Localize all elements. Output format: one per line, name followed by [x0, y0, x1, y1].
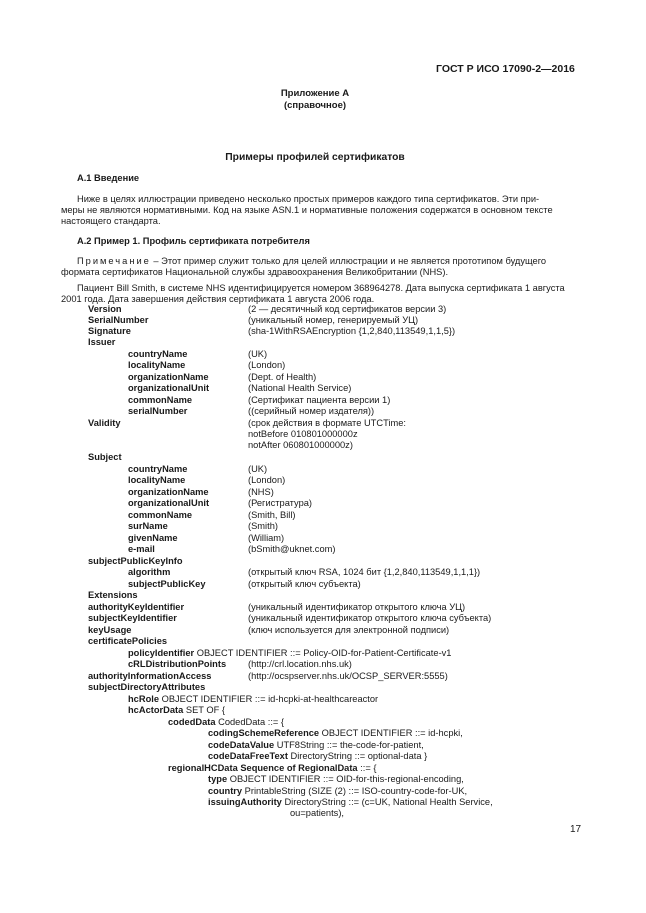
issuer-organization-value: (Dept. of Health): [248, 372, 317, 382]
validity-value-2: notBefore 010801000000z: [248, 429, 358, 439]
issuing-authority-line: [208, 797, 493, 808]
spki-public-key: subjectPublicKey: [128, 579, 206, 589]
code-data-value-line: [208, 740, 424, 751]
crl-distribution-points: cRLDistributionPoints: [128, 659, 227, 669]
field-authority-information-access: authorityInformationAccess: [88, 671, 212, 681]
coded-data-line: [168, 717, 284, 728]
subject-email: e-mail: [128, 544, 155, 554]
regional-hc-data-line: [168, 763, 376, 774]
subject-organization: organizationName: [128, 487, 209, 497]
regional-hc-data-key: regionalHCData Sequence of RegionalData: [168, 763, 358, 773]
validity-value-1: (срок действия в формате UTCTime:: [248, 418, 406, 428]
note-word: Примечание: [77, 256, 151, 266]
type-line: [208, 774, 464, 785]
note-line-2: формата сертификатов Национальной службы здравоохранения Великобритании (NHS).: [61, 267, 449, 277]
field-key-usage: keyUsage: [88, 625, 132, 635]
section-a2-heading: А.2 Пример 1. Профиль сертификата потребителя: [77, 236, 310, 246]
document-code: ГОСТ Р ИСО 17090-2—2016: [436, 63, 575, 75]
patient-line-1: Пациент Bill Smith, в системе NHS идентифицируется номером 368964278. Дата выпуска сертификата 1 августа: [77, 283, 565, 293]
code-data-free-text-line: [208, 751, 427, 762]
field-validity: Validity: [88, 418, 121, 428]
type-key: type: [208, 774, 228, 784]
code-data-value-value: UTF8String ::= the-code-for-patient,: [274, 740, 424, 750]
intro-line-2: меры не являются нормативными. Код на языке ASN.1 и нормативные положения содержатся в основном тексте: [61, 205, 553, 215]
coding-scheme-reference-line: [208, 728, 463, 739]
subject-common-name-value: (Smith, Bill): [248, 510, 296, 520]
subject-country-value: (UK): [248, 464, 268, 474]
note-line-1: [77, 256, 546, 267]
subject-locality: localityName: [128, 475, 186, 485]
field-certificate-policies: certificatePolicies: [88, 636, 168, 646]
code-data-free-text-value: DirectoryString ::= optional-data }: [287, 751, 428, 761]
country-key: country: [208, 786, 243, 796]
spki-algorithm-value: (открытый ключ RSA, 1024 бит {1,2,840,113549,1,1,1}): [248, 567, 481, 577]
issuer-country: countryName: [128, 349, 188, 359]
issuer-locality-value: (London): [248, 360, 286, 370]
spki-algorithm: algorithm: [128, 567, 171, 577]
coding-scheme-reference-key: codingSchemeReference: [208, 728, 320, 738]
subject-locality-value: (London): [248, 475, 286, 485]
intro-line-3: настоящего стандарта.: [61, 216, 161, 226]
value-version: (2 — десятичный код сертификатов версии 3): [248, 304, 447, 314]
subject-org-unit-value: (Регистратура): [248, 498, 313, 508]
issuer-org-unit-value: (National Health Service): [248, 383, 352, 393]
subject-organization-value: (NHS): [248, 487, 274, 497]
main-title: Примеры профилей сертификатов: [225, 152, 405, 163]
crl-distribution-points-value: (http://crl.location.nhs.uk): [248, 659, 352, 669]
issuer-common-name-value: (Сертификат пациента версии 1): [248, 395, 391, 405]
field-subject-public-key-info: subjectPublicKeyInfo: [88, 556, 183, 566]
type-value: OBJECT IDENTIFIER ::= OID-for-this-regional-encoding,: [227, 774, 464, 784]
issuer-country-value: (UK): [248, 349, 268, 359]
page-number: 17: [570, 824, 582, 835]
subject-org-unit: organizationalUnit: [128, 498, 210, 508]
subject-key-identifier-value: (уникальный идентификатор открытого ключа субъекта): [248, 613, 492, 623]
field-authority-key-identifier: authorityKeyIdentifier: [88, 602, 185, 612]
policy-identifier-key: policyIdentifier: [128, 648, 195, 658]
field-issuer: Issuer: [88, 337, 116, 347]
subject-email-value: (bSmith@uknet.com): [248, 544, 336, 554]
note-text: – Этот пример служит только для целей иллюстрации и не является прототипом будущего: [150, 256, 547, 266]
code-data-free-text-key: codeDataFreeText: [208, 751, 288, 761]
subject-country: countryName: [128, 464, 188, 474]
issuer-locality: localityName: [128, 360, 186, 370]
subject-given-name: givenName: [128, 533, 178, 543]
field-version: Version: [88, 304, 122, 314]
appendix-subtitle: (справочное): [283, 100, 347, 111]
value-signature: (sha-1WithRSAEncryption {1,2,840,113549,1,1,5}): [248, 326, 456, 336]
country-value: PrintableString (SIZE (2) ::= ISO-country-code-for-UK,: [242, 786, 468, 796]
subject-surname-value: (Smith): [248, 521, 278, 531]
subject-given-name-value: (William): [248, 533, 285, 543]
hc-role-key: hcRole: [128, 694, 159, 704]
coding-scheme-reference-value: OBJECT IDENTIFIER ::= id-hcpki,: [319, 728, 463, 738]
issuing-authority-value-2: ou=patients),: [290, 808, 345, 818]
patient-line-2: 2001 года. Дата завершения действия сертификата 1 августа 2006 года.: [61, 294, 375, 304]
hc-role-value: OBJECT IDENTIFIER ::= id-hcpki-at-healthcareactor: [159, 694, 379, 704]
issuer-org-unit: organizationalUnit: [128, 383, 210, 393]
field-subject-directory-attributes: subjectDirectoryAttributes: [88, 682, 206, 692]
policy-identifier-value: OBJECT IDENTIFIER ::= Policy-OID-for-Patient-Certificate-v1: [194, 648, 452, 658]
issuer-organization: organizationName: [128, 372, 209, 382]
authority-information-access-value: (http://ocspserver.nhs.uk/OCSP_SERVER:5555): [248, 671, 448, 681]
intro-line-1: Ниже в целях иллюстрации приведено несколько простых примеров каждого типа сертификатов. Эти при-: [77, 194, 540, 204]
subject-surname: surName: [128, 521, 168, 531]
validity-value-3: notAfter 060801000000z): [248, 440, 353, 450]
hc-role-line: [128, 694, 378, 705]
subject-common-name: commonName: [128, 510, 193, 520]
coded-data-value: CodedData ::= {: [215, 717, 285, 727]
field-subject: Subject: [88, 452, 122, 462]
field-extensions: Extensions: [88, 590, 138, 600]
value-serial-number: (уникальный номер, генерируемый УЦ): [248, 315, 419, 325]
issuer-common-name: commonName: [128, 395, 193, 405]
hc-actor-data-value: SET OF {: [183, 705, 225, 715]
issuer-serial-number: serialNumber: [128, 406, 188, 416]
hc-actor-data-line: [128, 705, 225, 716]
policy-identifier-line: [128, 648, 451, 659]
key-usage-value: (ключ используется для электронной подписи): [248, 625, 450, 635]
issuer-serial-number-value: ((серийный номер издателя)): [248, 406, 375, 416]
country-line: [208, 786, 467, 797]
authority-key-identifier-value: (уникальный идентификатор открытого ключа УЦ): [248, 602, 466, 612]
spki-public-key-value: (открытый ключ субъекта): [248, 579, 361, 589]
hc-actor-data-key: hcActorData: [128, 705, 184, 715]
field-subject-key-identifier: subjectKeyIdentifier: [88, 613, 177, 623]
issuing-authority-key: issuingAuthority: [208, 797, 282, 807]
field-signature: Signature: [88, 326, 131, 336]
issuing-authority-value: DirectoryString ::= (c=UK, National Health Service,: [281, 797, 493, 807]
code-data-value-key: codeDataValue: [208, 740, 275, 750]
regional-hc-data-value: ::= {: [357, 763, 377, 773]
coded-data-key: codedData: [168, 717, 216, 727]
appendix-title: Приложение А: [280, 88, 350, 99]
field-serial-number: SerialNumber: [88, 315, 149, 325]
section-a1-heading: А.1 Введение: [77, 173, 140, 183]
